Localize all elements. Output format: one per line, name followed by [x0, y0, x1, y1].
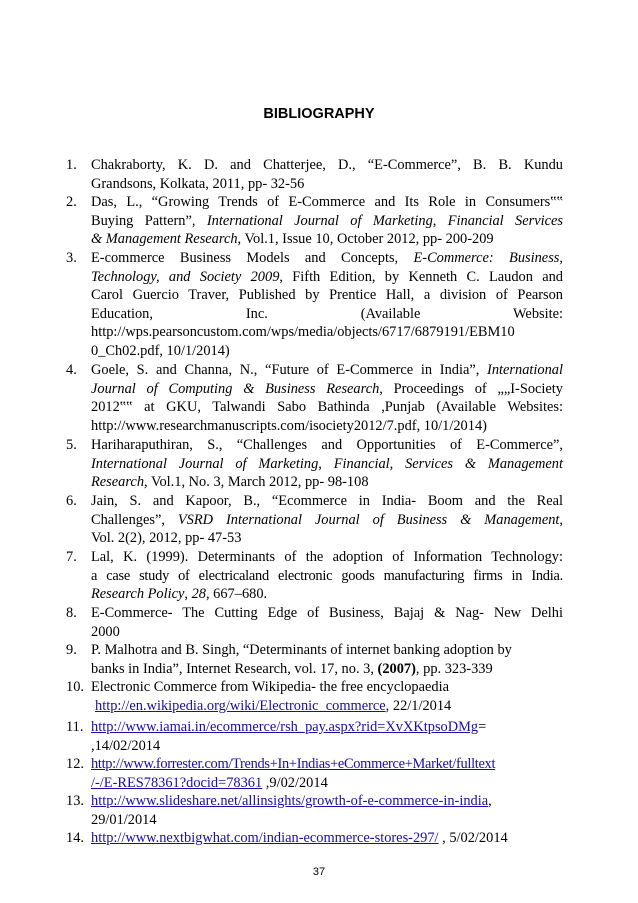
journal-name: International Journal of Marketing, Financial Services [206, 212, 563, 229]
reference-item [66, 193, 563, 249]
reference-item [66, 829, 563, 848]
reference-item [66, 718, 563, 755]
reference-number: 13. [66, 793, 84, 809]
reference-link[interactable]: http://www.iamai.in/ecommerce/rsh_pay.aspx?rid=XvXKtpsoDMg [91, 719, 479, 735]
reference-line: Chakraborty, K. D. and Chatterjee, D., “E-Commerce”, B. B. Kundu [91, 157, 563, 173]
text: , Fifth Edition, by Kenneth C. Laudon and [279, 268, 563, 285]
text: , 22/1/2014 [385, 697, 452, 714]
reference-line [91, 718, 563, 737]
volume: 28 [191, 586, 206, 603]
reference-line: http://wps.pearsoncustom.com/wps/media/objects/6717/6879191/EBM10 [91, 324, 515, 341]
reference-line [91, 361, 563, 380]
reference-number: 3. [66, 250, 77, 266]
reference-number: 6. [66, 493, 77, 509]
text: Vol.1, No. 3, March 2012, pp- 98-108 [147, 474, 369, 491]
text: Buying Pattern”, [91, 212, 207, 229]
reference-number: 1. [66, 157, 77, 173]
reference-line: http://www.researchmanuscripts.com/isociety2012/7.pdf, 10/1/2014) [91, 417, 487, 434]
reference-link[interactable]: http://en.wikipedia.org/wiki/Electronic_commerce [95, 697, 386, 714]
reference-link[interactable]: http://www.forrester.com/Trends+In+Indias+eCommerce+Market/fulltext [91, 756, 496, 772]
reference-line [91, 792, 563, 811]
reference-line: Electronic Commerce from Wikipedia- the free encyclopaedia [91, 679, 449, 695]
reference-link[interactable]: /-/E-RES78361?docid=78361 [91, 774, 263, 791]
text: = [478, 719, 487, 735]
reference-line [91, 380, 563, 399]
reference-line: Education, Inc. (Available Website: [91, 305, 563, 322]
text: , 667–680. [205, 586, 268, 603]
reference-line [91, 774, 563, 793]
book-title: E-Commerce: Business, [413, 250, 563, 266]
reference-line: 29/01/2014 [91, 811, 157, 828]
journal-name: Research, [91, 474, 148, 491]
reference-number: 5. [66, 437, 77, 453]
reference-line [91, 660, 563, 679]
reference-item [66, 492, 563, 548]
reference-line: P. Malhotra and B. Singh, “Determinants of internet banking adoption by [91, 642, 512, 658]
reference-line: ,14/02/2014 [91, 737, 161, 754]
reference-item [66, 436, 563, 492]
reference-number: 7. [66, 549, 77, 565]
book-title: Technology, and Society 2009 [91, 268, 280, 285]
reference-line: Grandsons, Kolkata, 2011, pp- 32-56 [91, 175, 305, 192]
reference-line: 0_Ch02.pdf, 10/1/2014) [91, 342, 230, 359]
reference-number: 14. [66, 830, 84, 846]
journal-name: VSRD International Journal of Business & Management, [177, 511, 563, 528]
reference-number: 8. [66, 605, 77, 621]
reference-item [66, 604, 563, 641]
text: Challenges”, [91, 511, 178, 528]
year: (2007) [377, 660, 416, 677]
journal-name: International [487, 362, 563, 378]
journal-name: & Management Research [91, 231, 238, 248]
reference-number: 11. [66, 719, 84, 735]
reference-line: Carol Guercio Traver, Published by Prentice Hall, a division of Pearson [91, 287, 563, 304]
reference-line: 2000 [91, 623, 120, 640]
text: , pp. 323-339 [415, 660, 493, 677]
reference-link[interactable]: http://www.slideshare.net/allinsights/growth-of-e-commerce-in-india [91, 793, 489, 809]
reference-line: E-Commerce- The Cutting Edge of Business, Bajaj & Nag- New Delhi [91, 605, 563, 621]
text: , [184, 586, 192, 603]
reference-line: Lal, K. (1999). Determinants of the adoption of Information Technology: [91, 549, 563, 565]
reference-line [91, 511, 563, 530]
reference-number: 10. [66, 679, 84, 695]
page-title: BIBLIOGRAPHY [263, 106, 375, 122]
reference-item [66, 641, 563, 678]
reference-item [66, 548, 563, 604]
reference-number: 4. [66, 362, 77, 378]
text: banks in India”, Internet Research, vol. 17, no. 3, [91, 660, 378, 677]
reference-item [66, 755, 563, 792]
reference-line [91, 268, 563, 287]
reference-item [66, 156, 563, 193]
reference-line [91, 249, 563, 268]
reference-link[interactable]: http://www.nextbigwhat.com/indian-ecommerce-stores-297/ [91, 830, 439, 846]
text: ,9/02/2014 [262, 774, 328, 791]
text: , [488, 793, 492, 809]
journal-name: Journal of Computing & Business Research [91, 380, 380, 397]
reference-item [66, 361, 563, 435]
page-number: 37 [312, 866, 326, 878]
reference-number: 12. [66, 756, 84, 772]
reference-number: 2. [66, 194, 77, 210]
text: , Proceedings of „„I-Society [379, 380, 563, 397]
text: , Vol.1, Issue 10, October 2012, pp- 200-209 [237, 231, 494, 248]
reference-line: International Journal of Marketing, Financial, Services & Management [91, 455, 563, 472]
reference-line: Jain, S. and Kapoor, B., “Ecommerce in India- Boom and the Real [91, 493, 563, 509]
reference-item [66, 249, 563, 361]
reference-line: Vol. 2(2), 2012, pp- 47-53 [91, 530, 242, 547]
journal-name: Research Policy [91, 586, 185, 603]
reference-line: Das, L., “Growing Trends of E-Commerce and Its Role in Consumers‟‟ [91, 194, 563, 210]
reference-item [66, 678, 563, 715]
reference-line [91, 697, 563, 716]
reference-item [66, 792, 563, 829]
text: E-commerce Business Models and Concepts, [91, 250, 414, 266]
reference-line: a case study of electricaland electronic goods manufacturing firms in India. [91, 567, 563, 584]
reference-line [91, 473, 563, 492]
reference-number: 9. [66, 642, 77, 658]
text: , 5/02/2014 [438, 830, 508, 846]
text: Goele, S. and Channa, N., “Future of E-Commerce in India”, [91, 362, 488, 378]
reference-line [91, 230, 563, 249]
reference-line: 2012‟‟ at GKU, Talwandi Sabo Bathinda ,Punjab (Available Websites: [91, 399, 563, 416]
reference-line [91, 585, 563, 604]
reference-line: Hariharaputhiran, S., “Challenges and Opportunities of E-Commerce”, [91, 437, 563, 453]
reference-line [91, 212, 563, 231]
reference-line [91, 829, 563, 848]
